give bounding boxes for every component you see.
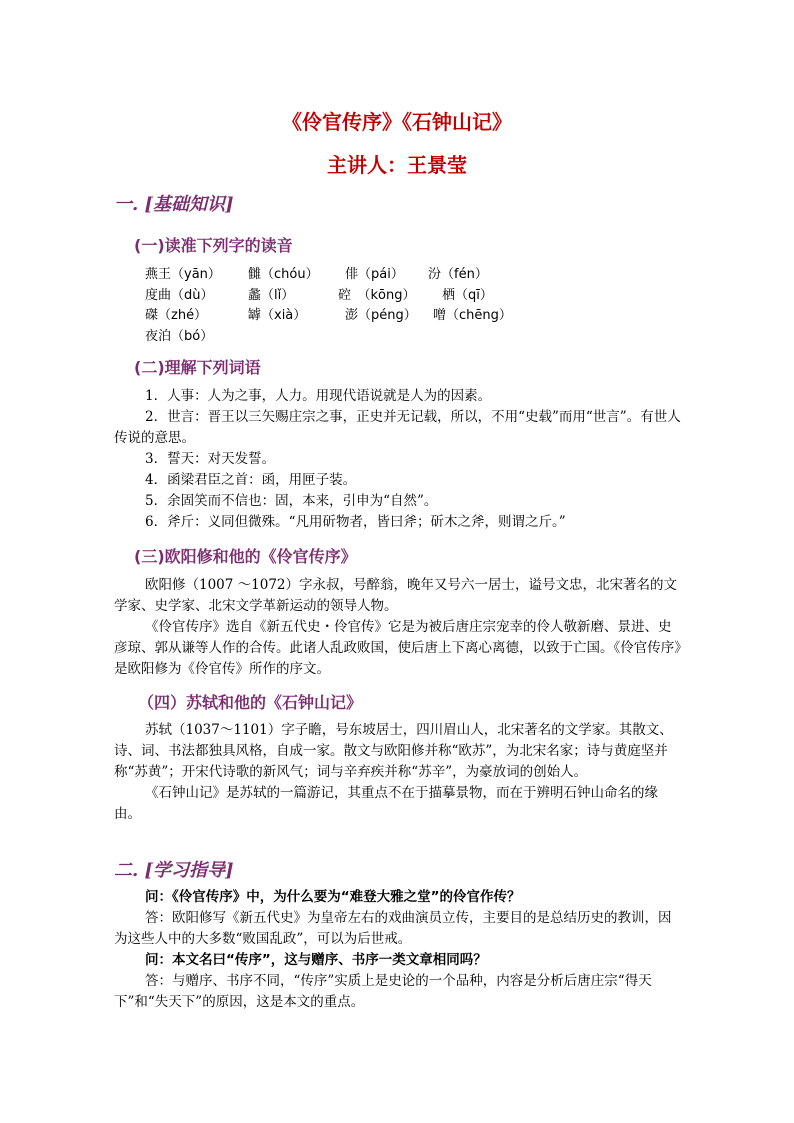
pinyin-item: 蠡（lǐ） <box>248 288 295 303</box>
pinyin-item: 俳（pái） <box>345 267 404 282</box>
paragraph: 《石钟山记》是苏轼的一篇游记，其重点不在于描摹景物，而在于辨明石钟山命名的缘由。 <box>114 785 658 822</box>
pinyin-item: 度曲（dù） <box>145 288 214 303</box>
part3-heading: (三)欧阳修和他的《伶官传序》 <box>134 547 357 566</box>
pinyin-item: 澎（péng） <box>345 308 417 323</box>
part1-heading: (一)读准下列字的读音 <box>134 236 293 255</box>
list-item: 1．人事：人为之事，人力。用现代语说就是人为的因素。 <box>145 388 492 404</box>
answer: 答：欧阳修写《新五代史》为皇帝左右的戏曲演员立传，主要目的是总结历史的教训，因为这些人中的大多数“败国乱政”，可以为后世戒。 <box>114 910 672 947</box>
ouyang-xiu-section <box>114 575 684 680</box>
list-item: 2．世言：晋王以三矢赐庄宗之事，正史并无记载，所以，不用“史载”而用“世言”。有世人传说的意思。 <box>114 409 681 446</box>
question: 问：《伶官传序》中，为什么要为“难登大雅之堂”的伶官作传？ <box>145 889 521 905</box>
question: 问：本文名曰“传序”，这与赠序、书序一类文章相同吗？ <box>145 952 487 968</box>
pinyin-item: 燕王（yān） <box>145 267 221 282</box>
part2-heading: (二)理解下列词语 <box>134 358 261 377</box>
pinyin-item: 磔（zhé） <box>145 308 208 323</box>
su-shi-section <box>114 720 684 825</box>
list-item: 3．誓天：对天发誓。 <box>145 451 276 467</box>
speaker-line: 主讲人：王景莹 <box>327 153 467 177</box>
document-title: 《伶官传序》《石钟山记》 <box>282 110 512 134</box>
list-item: 5．余固笑而不信也：固，本来，引申为“自然”。 <box>145 493 438 509</box>
list-item: 4．函梁君臣之首：函，用匣子装。 <box>145 472 357 488</box>
pinyin-item: 硿 （kōng） <box>338 288 416 303</box>
vocab-list <box>114 386 684 533</box>
paragraph: 苏轼（1037～1101）字子瞻，号东坡居士，四川眉山人，北宋著名的文学家。其散文、诗、词、书法都独具风格，自成一家。散文与欧阳修并称“欧苏”，为北宋名家；诗与黄庭坚并称“苏黄”；开宋代诗歌的新风气；词与辛弃疾并称“苏辛”，为豪放词的创始人。 <box>114 722 673 780</box>
section-heading-basics: 一. [基础知识] <box>114 194 234 215</box>
pinyin-item: 夜泊（bó） <box>145 329 214 344</box>
pinyin-item: 雠（chóu） <box>248 267 319 282</box>
guidance-qa <box>114 887 684 1013</box>
section-heading-guidance: 二. [学习指导] <box>114 860 234 881</box>
pinyin-item: 栖（qī） <box>442 288 493 303</box>
paragraph: 《伶官传序》选自《新五代史・伶官传》它是为被后唐庄宗宠幸的伶人敬新磨、景进、史彦琼、郭从谦等人作的合传。此诸人乱政败国，使后唐上下离心离德，以致于亡国。《伶官传序》是欧阳修为《伶官传》所作的序文。 <box>114 619 681 677</box>
part4-heading: （四）苏轼和他的《石钟山记》 <box>138 693 363 712</box>
pinyin-item: 汾（fén） <box>428 267 488 282</box>
list-item: 6．斧斤：义同但微殊。“凡用斫物者，皆曰斧；斫木之斧，则谓之斤。” <box>145 514 566 530</box>
pinyin-item: 噌（chēng） <box>433 308 512 323</box>
paragraph: 欧阳修（1007 ～1072）字永叔，号醉翁，晚年又号六一居士，谥号文忠，北宋著名的文学家、史学家、北宋文学革新运动的领导人物。 <box>114 577 678 614</box>
pinyin-item: 罅（xià） <box>248 308 307 323</box>
answer: 答：与赠序、书序不同，“传序”实质上是史论的一个品种，内容是分析后唐庄宗“得天下”和“失天下”的原因，这是本文的重点。 <box>114 973 652 1010</box>
